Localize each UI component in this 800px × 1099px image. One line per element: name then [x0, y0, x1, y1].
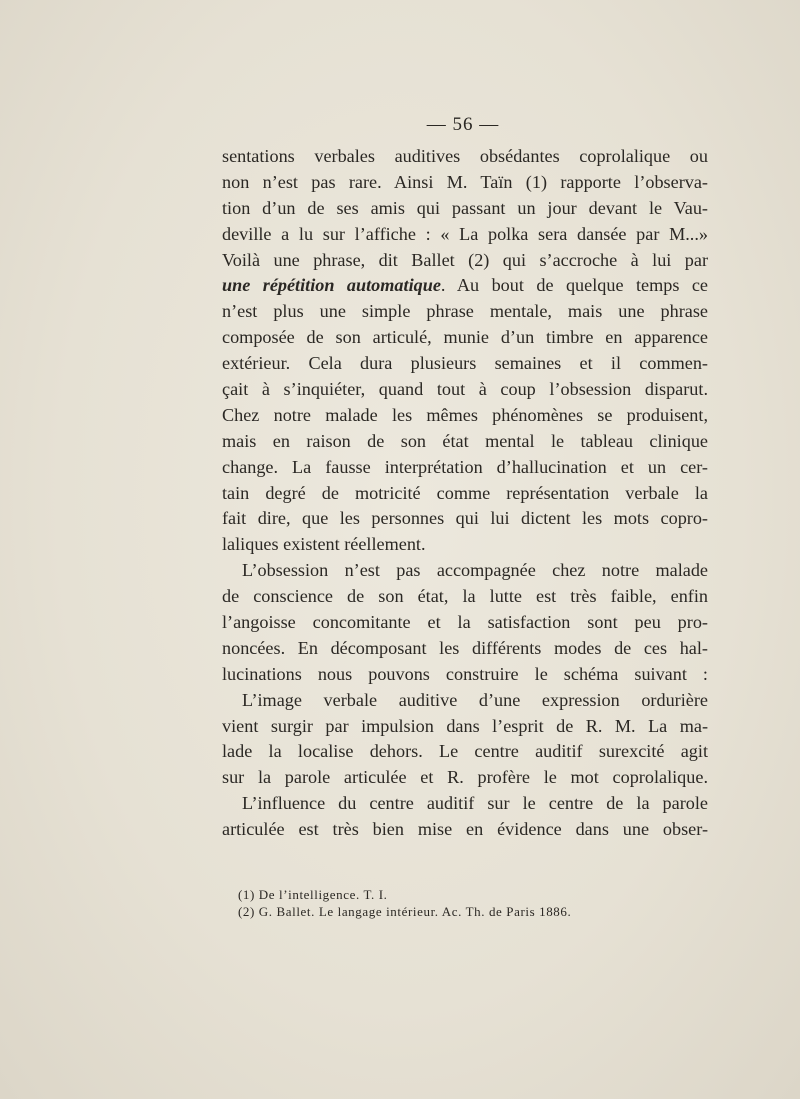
text-line: change. La fausse interprétation d’hallucination et un cer-: [222, 456, 708, 477]
text-line: non n’est pas rare. Ainsi M. Taïn (1) rapporte l’observa-: [222, 171, 708, 192]
italic-phrase: une répétition automatique: [222, 275, 441, 296]
text-line: articulée est très bien mise en évidence dans une obser-: [222, 819, 708, 840]
text-line: extérieur. Cela dura plusieurs semaines et il commen-: [222, 353, 708, 374]
text-line: composée de son articulé, munie d’un timbre en apparence: [222, 327, 708, 348]
text-line: Chez notre malade les mêmes phénomènes se produisent,: [222, 404, 708, 425]
text-line: deville a lu sur l’affiche : « La polka sera dansée par M...»: [222, 223, 708, 244]
text-line: L’influence du centre auditif sur le centre de la parole: [242, 793, 708, 814]
footnote: (2) G. Ballet. Le langage intérieur. Ac. Th. de Paris 1886.: [238, 904, 572, 919]
text-line: sentations verbales auditives obsédantes coprolalique ou: [222, 146, 708, 166]
page-number: — 56 —: [426, 114, 500, 135]
text-line: çait à s’inquiéter, quand tout à coup l’obsession disparut.: [222, 379, 708, 400]
text-line: Voilà une phrase, dit Ballet (2) qui s’accroche à lui par: [222, 249, 708, 270]
text-line: vient surgir par impulsion dans l’esprit de R. M. La ma-: [222, 715, 708, 736]
text-line: laliques existent réellement.: [222, 534, 426, 555]
text-line: noncées. En décomposant les différents modes de ces hal-: [222, 637, 708, 658]
text-line: lade la localise dehors. Le centre auditif surexcité agit: [222, 741, 708, 762]
text-line: fait dire, que les personnes qui lui dictent les mots copro-: [222, 508, 708, 529]
text-line: L’obsession n’est pas accompagnée chez notre malade: [242, 560, 708, 581]
text-line: l’angoisse concomitante et la satisfaction sont peu pro-: [222, 612, 708, 633]
text-line: de conscience de son état, la lutte est très faible, enfin: [222, 586, 708, 607]
text-line: tain degré de motricité comme représentation verbale la: [222, 482, 708, 503]
text-line: mais en raison de son état mental le tableau clinique: [222, 430, 708, 451]
text-line: lucinations nous pouvons construire le schéma suivant :: [222, 663, 708, 684]
footnotes: [238, 886, 698, 920]
body-text: [222, 144, 708, 843]
text-line: sur la parole articulée et R. profère le mot coprolalique.: [222, 767, 708, 788]
footnote: (1) De l’intelligence. T. I.: [238, 887, 388, 902]
text-line: n’est plus une simple phrase mentale, mais une phrase: [222, 301, 708, 322]
text-line: L’image verbale auditive d’une expression ordurière: [242, 689, 708, 710]
text-line: tion d’un de ses amis qui passant un jour devant le Vau-: [222, 197, 708, 218]
text-fragment: . Au bout de quelque temps ce: [440, 275, 709, 296]
text-line-emphasis: [222, 273, 708, 299]
